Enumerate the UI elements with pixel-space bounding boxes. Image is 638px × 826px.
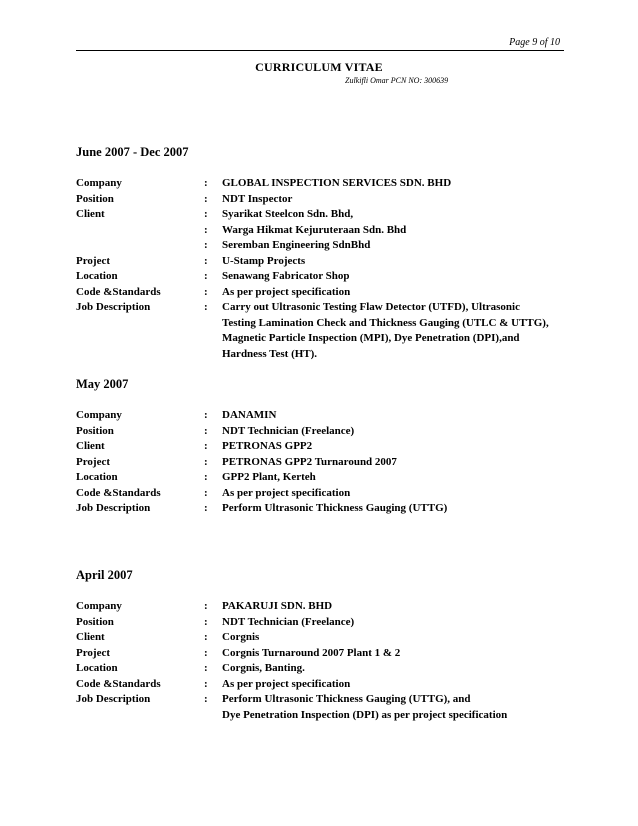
section-period: May 2007 bbox=[76, 377, 129, 391]
detail-value-line: As per project specification bbox=[222, 285, 351, 298]
detail-value-line: Corgnis bbox=[222, 631, 260, 643]
detail-value-line: As per project specification bbox=[222, 486, 351, 499]
detail-label: Project bbox=[76, 646, 110, 659]
employment-section bbox=[76, 568, 576, 723]
detail-colon: : bbox=[204, 677, 208, 690]
detail-value-line: Dye Penetration Inspection (DPI) as per project specification bbox=[222, 708, 508, 721]
detail-value bbox=[222, 661, 567, 677]
detail-label: Client bbox=[76, 440, 105, 452]
detail-value bbox=[222, 192, 567, 208]
detail-value-line: DANAMIN bbox=[222, 409, 277, 421]
employment-section bbox=[76, 145, 576, 362]
section-rows bbox=[76, 176, 576, 362]
detail-value-line: Senawang Fabricator Shop bbox=[222, 270, 350, 282]
detail-row bbox=[76, 269, 576, 285]
detail-value-line: Seremban Engineering SdnBhd bbox=[222, 239, 371, 251]
detail-label: Company bbox=[76, 409, 122, 421]
detail-label: Job Description bbox=[76, 693, 151, 705]
detail-value bbox=[222, 677, 567, 693]
detail-colon: : bbox=[204, 440, 208, 452]
detail-row bbox=[76, 692, 576, 723]
detail-label: Job Description bbox=[76, 502, 151, 514]
detail-value-line: Carry out Ultrasonic Testing Flaw Detector (UTFD), Ultrasonic bbox=[222, 301, 520, 313]
detail-value-line: PETRONAS GPP2 Turnaround 2007 bbox=[222, 455, 397, 468]
detail-value-line: Corgnis Turnaround 2007 Plant 1 & 2 bbox=[222, 646, 401, 659]
detail-value-line: PAKARUJI SDN. BHD bbox=[222, 600, 333, 612]
detail-colon: : bbox=[204, 208, 208, 220]
detail-row bbox=[76, 408, 576, 424]
detail-label: Position bbox=[76, 424, 114, 437]
detail-value bbox=[222, 470, 567, 486]
detail-row bbox=[76, 424, 576, 440]
detail-label bbox=[76, 238, 204, 254]
detail-value-line: Corgnis, Banting. bbox=[222, 662, 305, 674]
detail-colon: : bbox=[204, 600, 208, 612]
detail-label: Location bbox=[76, 471, 118, 483]
detail-value-line: Warga Hikmat Kejuruteraan Sdn. Bhd bbox=[222, 223, 407, 236]
detail-value bbox=[222, 615, 567, 631]
employment-section bbox=[76, 377, 576, 517]
detail-colon: : bbox=[204, 693, 208, 705]
detail-label: Company bbox=[76, 600, 122, 612]
section-period: June 2007 - Dec 2007 bbox=[76, 145, 189, 159]
detail-value bbox=[222, 501, 567, 517]
detail-value bbox=[222, 254, 567, 270]
detail-value bbox=[222, 424, 567, 440]
detail-label: Position bbox=[76, 615, 114, 628]
detail-colon: : bbox=[204, 223, 208, 236]
document-title: CURRICULUM VITAE bbox=[255, 60, 383, 74]
page-number: Page 9 of 10 bbox=[509, 37, 560, 48]
detail-row bbox=[76, 646, 576, 662]
detail-colon: : bbox=[204, 662, 208, 674]
detail-row bbox=[76, 207, 576, 223]
section-rows bbox=[76, 408, 576, 517]
section-rows bbox=[76, 599, 576, 723]
detail-value bbox=[222, 630, 567, 646]
detail-label: Code &Standards bbox=[76, 677, 161, 690]
document-subtitle: Zulkifli Omar PCN NO: 300639 bbox=[345, 76, 449, 85]
detail-value-line: NDT Technician (Freelance) bbox=[222, 615, 355, 628]
detail-label: Location bbox=[76, 270, 118, 282]
detail-colon: : bbox=[204, 631, 208, 643]
detail-row bbox=[76, 300, 576, 362]
detail-value-line: GLOBAL INSPECTION SERVICES SDN. BHD bbox=[222, 177, 452, 189]
detail-value bbox=[222, 692, 567, 723]
detail-row bbox=[76, 254, 576, 270]
detail-row bbox=[76, 470, 576, 486]
detail-label: Company bbox=[76, 177, 122, 189]
detail-value bbox=[222, 486, 567, 502]
detail-colon: : bbox=[204, 424, 208, 437]
detail-label: Location bbox=[76, 662, 118, 674]
detail-value-line: Hardness Test (HT). bbox=[222, 347, 318, 360]
detail-value-line: NDT Inspector bbox=[222, 192, 293, 205]
detail-value bbox=[222, 439, 567, 455]
detail-value-line: Perform Ultrasonic Thickness Gauging (UTTG), and bbox=[222, 693, 471, 705]
detail-colon: : bbox=[204, 254, 208, 267]
detail-value-line: Perform Ultrasonic Thickness Gauging (UTTG) bbox=[222, 502, 448, 514]
detail-label: Client bbox=[76, 631, 105, 643]
section-period: April 2007 bbox=[76, 568, 133, 582]
detail-row bbox=[76, 192, 576, 208]
detail-colon: : bbox=[204, 270, 208, 282]
detail-value-line: Testing Lamination Check and Thickness Gauging (UTLC & UTTG), bbox=[222, 316, 549, 329]
detail-value bbox=[222, 455, 567, 471]
detail-colon: : bbox=[204, 486, 208, 499]
detail-label: Client bbox=[76, 208, 105, 220]
detail-label: Code &Standards bbox=[76, 285, 161, 298]
detail-colon: : bbox=[204, 409, 208, 421]
detail-value-line: GPP2 Plant, Kerteh bbox=[222, 471, 316, 483]
detail-value bbox=[222, 646, 567, 662]
detail-colon: : bbox=[204, 285, 208, 298]
detail-row bbox=[76, 486, 576, 502]
detail-label: Project bbox=[76, 455, 110, 468]
detail-colon: : bbox=[204, 502, 208, 514]
detail-value-line: U-Stamp Projects bbox=[222, 254, 306, 267]
detail-label: Position bbox=[76, 192, 114, 205]
detail-row bbox=[76, 439, 576, 455]
detail-value bbox=[222, 408, 567, 424]
detail-colon: : bbox=[204, 177, 208, 189]
detail-row bbox=[76, 176, 576, 192]
detail-row bbox=[76, 285, 576, 301]
detail-colon: : bbox=[204, 239, 208, 251]
detail-row bbox=[76, 615, 576, 631]
detail-row bbox=[76, 661, 576, 677]
detail-colon: : bbox=[204, 615, 208, 628]
detail-row bbox=[76, 238, 576, 254]
detail-value bbox=[222, 599, 567, 615]
detail-value bbox=[222, 176, 567, 192]
detail-label bbox=[76, 223, 204, 239]
detail-value-line: PETRONAS GPP2 bbox=[222, 440, 313, 452]
detail-value-line: NDT Technician (Freelance) bbox=[222, 424, 355, 437]
detail-row bbox=[76, 501, 576, 517]
header-rule bbox=[76, 50, 564, 51]
detail-colon: : bbox=[204, 646, 208, 659]
detail-colon: : bbox=[204, 192, 208, 205]
detail-row bbox=[76, 677, 576, 693]
detail-row bbox=[76, 223, 576, 239]
detail-colon: : bbox=[204, 301, 208, 313]
detail-value bbox=[222, 207, 567, 223]
detail-label: Code &Standards bbox=[76, 486, 161, 499]
detail-value bbox=[222, 285, 567, 301]
detail-value-line: As per project specification bbox=[222, 677, 351, 690]
detail-value-line: Syarikat Steelcon Sdn. Bhd, bbox=[222, 208, 354, 220]
detail-row bbox=[76, 630, 576, 646]
detail-value bbox=[222, 238, 567, 254]
detail-row bbox=[76, 455, 576, 471]
detail-value-line: Magnetic Particle Inspection (MPI), Dye Penetration (DPI),and bbox=[222, 332, 520, 344]
detail-value bbox=[222, 300, 567, 362]
detail-value bbox=[222, 269, 567, 285]
detail-label: Project bbox=[76, 254, 110, 267]
detail-colon: : bbox=[204, 471, 208, 483]
detail-value bbox=[222, 223, 567, 239]
detail-row bbox=[76, 599, 576, 615]
detail-colon: : bbox=[204, 455, 208, 468]
detail-label: Job Description bbox=[76, 301, 151, 313]
